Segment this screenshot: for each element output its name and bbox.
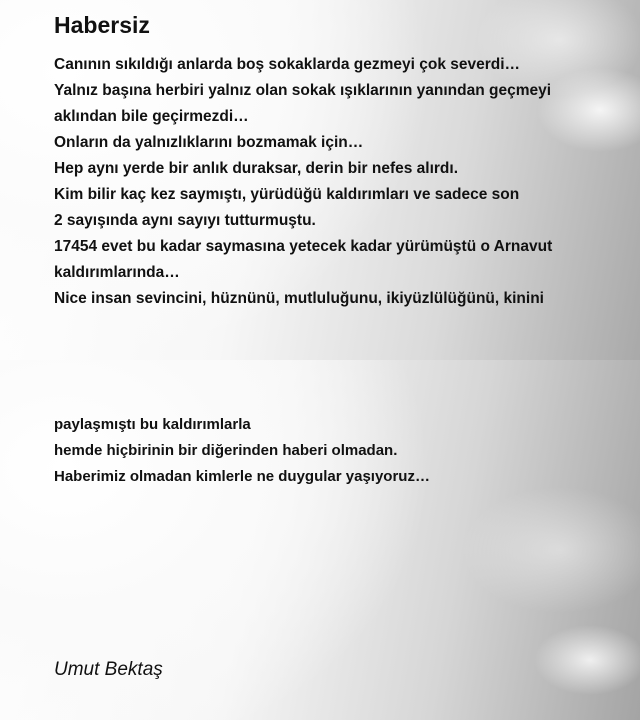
poem-line: Onların da yalnızlıklarını bozmamak için… — [54, 134, 364, 151]
poem-line: Nice insan sevincini, hüznünü, mutluluğunu, ikiyüzlülüğünü, kinini — [54, 290, 544, 307]
poem-line: Yalnız başına herbiri yalnız olan sokak ışıklarının yanından geçmeyi — [54, 82, 552, 99]
poem-verse-bottom — [54, 412, 430, 490]
poem-line: kaldırımlarında… — [54, 264, 180, 281]
poem-line: Kim bilir kaç kez saymıştı, yürüdüğü kaldırımları ve sadece son — [54, 186, 520, 203]
poem-title: Habersiz — [54, 12, 150, 38]
poem-panel-bottom — [0, 360, 640, 720]
poem-line: Canının sıkıldığı anlarda boş sokaklarda gezmeyi çok severdi… — [54, 56, 521, 73]
poem-line: aklından bile geçirmezdi… — [54, 108, 249, 125]
poem-line: hemde hiçbirinin bir diğerinden haberi olmadan. — [54, 442, 398, 459]
poem-line: Hep aynı yerde bir anlık duraksar, derin bir nefes alırdı. — [54, 160, 459, 177]
poem-line: Haberimiz olmadan kimlerle ne duygular yaşıyoruz… — [54, 468, 430, 485]
poem-line: 2 sayışında aynı sayıyı tutturmuştu. — [54, 212, 316, 229]
poem-line: paylaşmıştı bu kaldırımlarla — [54, 416, 251, 433]
poem-line: 17454 evet bu kadar saymasına yetecek kadar yürümüştü o Arnavut — [54, 238, 553, 255]
poem-verse-top — [54, 52, 552, 312]
poem-author: Umut Bektaş — [54, 659, 163, 680]
